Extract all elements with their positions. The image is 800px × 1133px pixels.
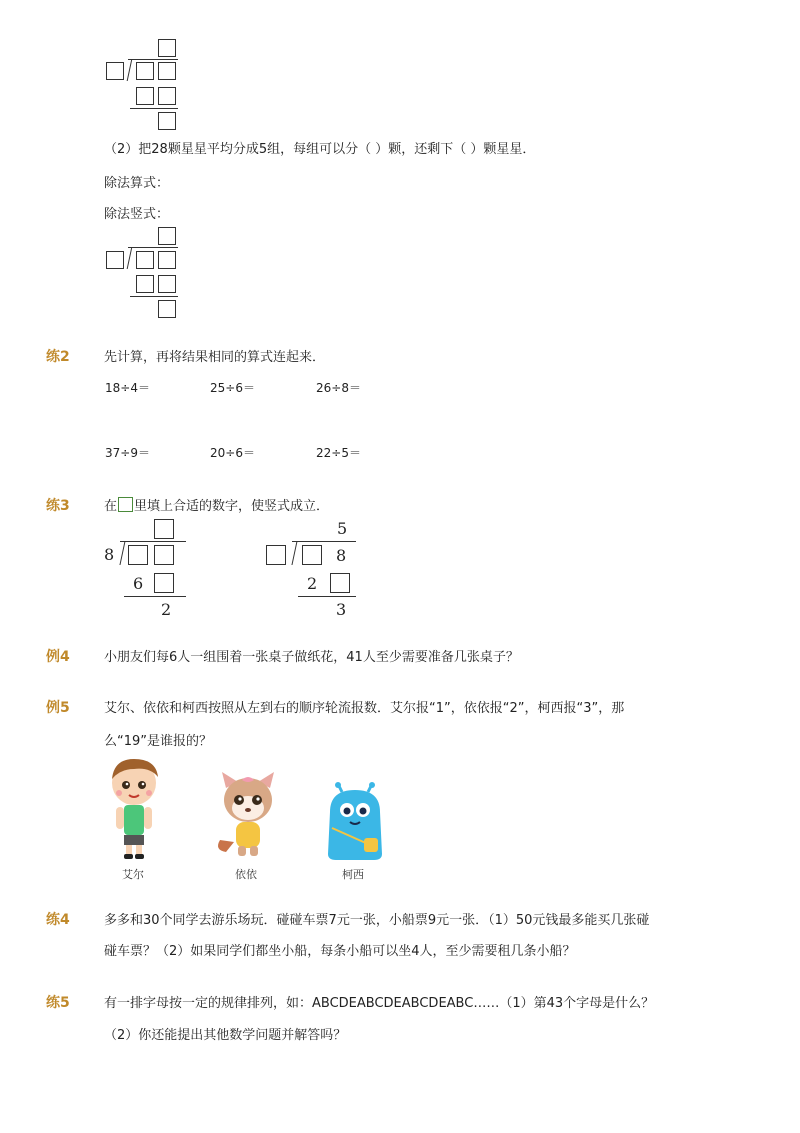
question-2-text: （2）把28颗星星平均分成5组，每组可以分（ ）颗，还剩下（ ）颗星星．	[104, 142, 536, 157]
division-bar	[128, 59, 178, 60]
dividend-box-1[interactable]	[136, 62, 154, 80]
lian3-prompt-post: 里填上合适的数字，使竖式成立．	[134, 499, 330, 514]
subtract-line	[130, 108, 178, 109]
small-box-icon	[118, 497, 133, 512]
dividend-box-2[interactable]	[154, 545, 174, 565]
li5-line1: 艾尔、依依和柯西按照从左到右的顺序轮流报数．艾尔报“1”，依依报“2”，柯西报“3”，那	[104, 701, 625, 716]
dividend-box-2[interactable]	[158, 62, 176, 80]
li5-label: 例5	[46, 700, 70, 716]
lian5-line2: （2）你还能提出其他数学问题并解答吗？	[104, 1028, 347, 1043]
expression-25-6: 25÷6＝	[210, 381, 255, 395]
quotient-box[interactable]	[158, 227, 176, 245]
expression-26-8: 26÷8＝	[316, 381, 361, 395]
remainder-digit: 3	[336, 600, 347, 619]
product-box-1[interactable]	[136, 275, 154, 293]
division-bracket	[127, 247, 133, 269]
lian2-prompt: 先计算，再将结果相同的算式连起来．	[104, 350, 326, 365]
li4-label: 例4	[46, 649, 70, 665]
divisor-box[interactable]	[266, 545, 286, 565]
character-aier	[100, 755, 170, 881]
lian4-line2: 碰车票？（2）如果同学们都坐小船，每条小船可以坐4人，至少需要租几条小船？	[104, 944, 576, 959]
product-digit: 2	[307, 574, 318, 593]
division-bar	[292, 541, 356, 542]
expression-18-4: 18÷4＝	[105, 381, 150, 395]
subtract-line	[124, 596, 186, 597]
dividend-digit: 8	[336, 546, 347, 565]
lian4-line1: 多多和30个同学去游乐场玩．碰碰车票7元一张，小船票9元一张．（1）50元钱最多能买几张碰	[104, 913, 650, 928]
quotient-box[interactable]	[154, 519, 174, 539]
quotient-box[interactable]	[158, 39, 176, 57]
division-bracket	[291, 541, 297, 565]
product-box-2[interactable]	[158, 87, 176, 105]
remainder-box[interactable]	[158, 112, 176, 130]
expression-20-6: 20÷6＝	[210, 446, 255, 460]
lian5-line1: 有一排字母按一定的规律排列，如：ABCDEABCDEABCDEABC……（1）第43个字母是什么？	[104, 996, 655, 1011]
divisor-digit: 8	[104, 545, 115, 564]
boy-character-icon	[100, 755, 170, 860]
dividend-box[interactable]	[302, 545, 322, 565]
vertical-division-label: 除法竖式：	[104, 207, 170, 222]
division-bracket	[119, 541, 125, 565]
lian5-label: 练5	[46, 995, 70, 1011]
product-digit: 6	[133, 574, 144, 593]
divisor-box[interactable]	[106, 251, 124, 269]
subtract-line	[298, 596, 356, 597]
remainder-digit: 2	[161, 600, 172, 619]
monster-character-icon	[322, 782, 388, 864]
lian2-label: 练2	[46, 349, 70, 365]
character-kexi	[322, 782, 388, 882]
product-box[interactable]	[330, 573, 350, 593]
subtract-line	[130, 296, 178, 297]
remainder-box[interactable]	[158, 300, 176, 318]
division-bar	[120, 541, 186, 542]
lian3-label: 练3	[46, 498, 70, 514]
expression-22-5: 22÷5＝	[316, 446, 361, 460]
dividend-box-1[interactable]	[128, 545, 148, 565]
division-bracket	[127, 59, 133, 81]
product-box[interactable]	[154, 573, 174, 593]
name-aier: 艾尔	[122, 868, 144, 881]
dividend-box-2[interactable]	[158, 251, 176, 269]
lian3-prompt-pre: 在	[104, 499, 118, 514]
quotient-digit: 5	[337, 519, 348, 538]
name-kexi: 柯西	[342, 868, 364, 881]
li4-text: 小朋友们每6人一组围着一张桌子做纸花，41人至少需要准备几张桌子？	[104, 650, 519, 665]
product-box-2[interactable]	[158, 275, 176, 293]
character-yiyi	[212, 770, 284, 882]
lian4-label: 练4	[46, 912, 70, 928]
divisor-box[interactable]	[106, 62, 124, 80]
lian3-prompt	[104, 495, 329, 514]
li5-line2: 么“19”是谁报的？	[104, 734, 213, 749]
fox-character-icon	[212, 770, 284, 862]
expression-37-9: 37÷9＝	[105, 446, 150, 460]
product-box-1[interactable]	[136, 87, 154, 105]
name-yiyi: 依依	[235, 868, 257, 881]
division-bar	[128, 247, 178, 248]
dividend-box-1[interactable]	[136, 251, 154, 269]
division-equation-label: 除法算式：	[104, 176, 170, 191]
